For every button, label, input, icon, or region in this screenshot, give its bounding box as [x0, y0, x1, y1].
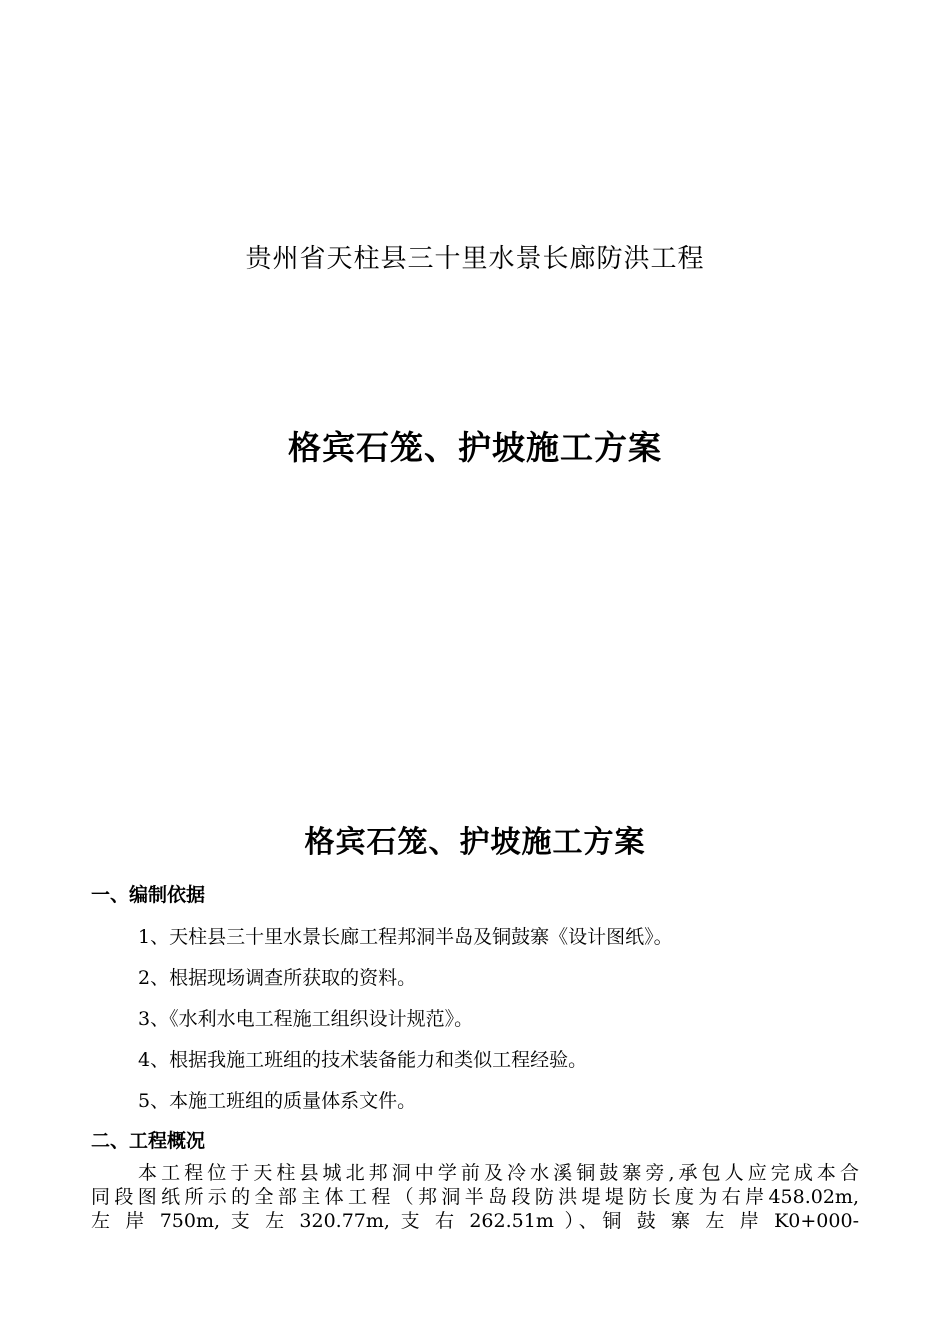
paragraph-line: 左 岸 750m, 支 左 320.77m, 支 右 262.51m ）、铜 鼓 寨 左 岸 K0+000-	[91, 1210, 859, 1232]
cover-project-name: 贵州省天柱县三十里水景长廊防洪工程	[245, 244, 705, 274]
document-title: 格宾石笼、护坡施工方案	[304, 825, 646, 860]
paragraph-line: 本工程位于天柱县城北邦洞中学前及冷水溪铜鼓寨旁,承包人应完成本合	[138, 1162, 859, 1184]
paragraph-line: 同段图纸所示的全部主体工程（邦洞半岛段防洪堤堤防长度为右岸458.02m,	[91, 1186, 859, 1208]
list-item: 2、根据现场调查所获取的资料。	[138, 967, 417, 989]
overview-paragraph	[91, 1161, 859, 1233]
cover-title: 格宾石笼、护坡施工方案	[288, 428, 662, 467]
list-item: 3、《水利水电工程施工组织设计规范》。	[138, 1008, 474, 1030]
list-item: 5、本施工班组的质量体系文件。	[138, 1090, 417, 1112]
list-item: 1、天柱县三十里水景长廊工程邦洞半岛及铜鼓寨《设计图纸》。	[138, 926, 673, 948]
section-heading-basis: 一、编制依据	[91, 884, 206, 906]
section-heading-overview: 二、工程概况	[91, 1130, 206, 1152]
list-item: 4、根据我施工班组的技术装备能力和类似工程经验。	[138, 1049, 588, 1071]
